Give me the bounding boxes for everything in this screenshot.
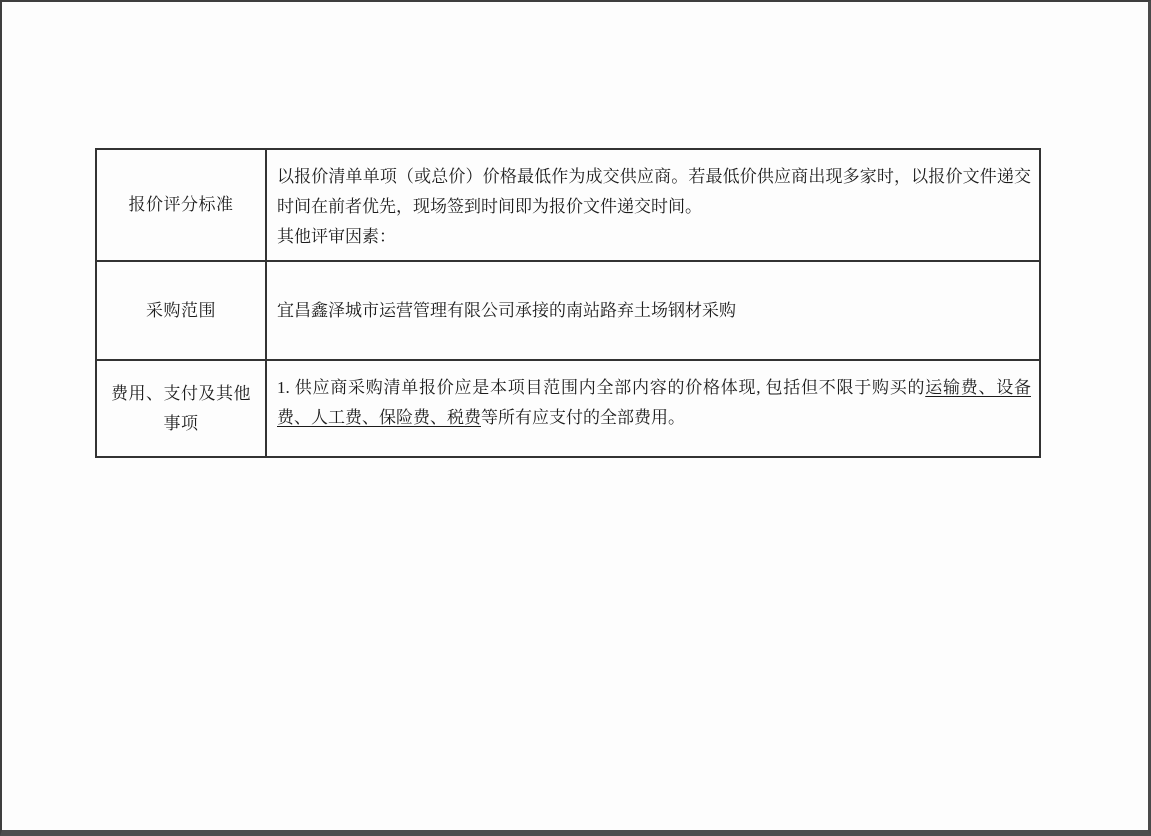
- row-label-fees-payment: 费用、支付及其他事项: [96, 360, 266, 457]
- fees-text-after-underline: 等所有应支付的全部费用。: [481, 408, 685, 427]
- row-label-procurement-scope: 采购范围: [96, 261, 266, 360]
- quote-scoring-paragraph-2: 其他评审因素：: [277, 227, 396, 246]
- fees-underlined-text: 运输费、设备费、人工费、保险费、税费: [277, 378, 1031, 427]
- row-label-quote-scoring: 报价评分标准: [96, 149, 266, 261]
- row-content-procurement-scope: [266, 261, 1040, 360]
- table-row-quote-scoring: [96, 149, 1040, 261]
- row-content-quote-scoring: [266, 149, 1040, 261]
- row-content-fees-payment: [266, 360, 1040, 457]
- quote-scoring-paragraph-1: 以报价清单单项（或总价）价格最低作为成交供应商。若最低价供应商出现多家时，以报价文件递交时间在前者优先，现场签到时间即为报价文件递交时间。: [277, 167, 1031, 216]
- procurement-info-table: [95, 148, 1041, 458]
- fees-text-before-underline: 1. 供应商采购清单报价应是本项目范围内全部内容的价格体现, 包括但不限于购买的: [277, 378, 926, 397]
- procurement-scope-paragraph: 宜昌鑫泽城市运营管理有限公司承接的南站路弃土场钢材采购: [277, 300, 736, 320]
- table-row-procurement-scope: [96, 261, 1040, 360]
- table-row-fees-payment: [96, 360, 1040, 457]
- fees-payment-paragraph: [277, 373, 1031, 433]
